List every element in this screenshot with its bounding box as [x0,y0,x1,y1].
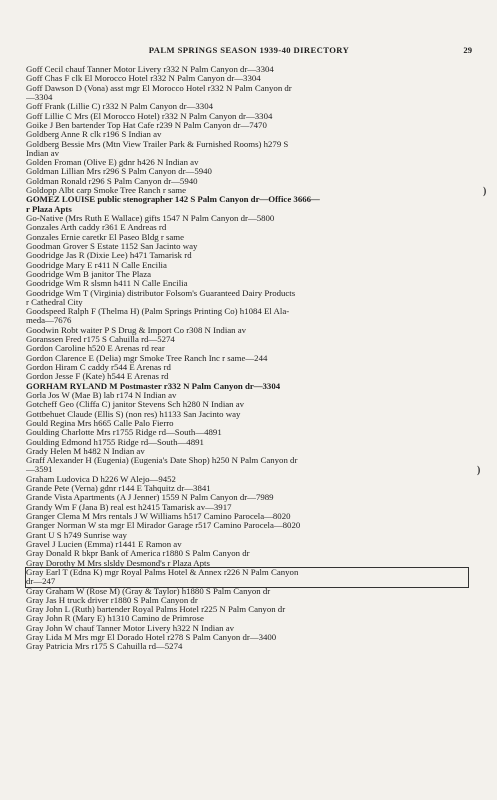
directory-entry [26,326,476,335]
directory-listing [26,65,476,652]
directory-entry [26,74,476,83]
directory-entry [26,372,476,381]
directory-entry [26,512,476,521]
directory-entry [26,261,476,270]
entry-text: Gray John L (Ruth) bartender Royal Palms Hotel r225 N Palm Canyon dr [26,605,286,615]
entry-text: Grady Helen M h482 N Indian av [26,446,145,456]
entry-text: Grande Pete (Verna) gdnr r144 E Tahquitz dr—3841 [26,484,211,494]
entry-text: Goodman Grover S Estate 1152 San Jacinto way [26,241,198,251]
directory-entry [26,289,476,308]
entry-text: Goff Lillie C Mrs (El Morocco Hotel) r332 N Palm Canyon dr—3304 [26,111,273,121]
directory-entry [26,503,476,512]
entry-continuation: r Cathedral City [26,296,83,307]
entry-text: Goff Cecil chauf Tanner Motor Livery r332 N Palm Canyon dr—3304 [26,65,274,74]
margin-mark: ) [477,465,481,476]
entry-text: GORHAM RYLAND M Postmaster r332 N Palm Canyon dr—3304 [26,381,281,391]
directory-entry [26,484,476,493]
directory-title: PALM SPRINGS SEASON 1939-40 DIRECTORY [148,45,350,55]
directory-entry [26,140,476,159]
directory-entry [26,121,476,130]
directory-entry [26,493,476,502]
directory-entry [26,242,476,251]
entry-text: Goodridge Jas R (Dixie Lee) h471 Tamarisk rd [26,251,192,261]
directory-entry [26,270,476,279]
directory-entry [26,559,476,568]
entry-text: Granger Clema M Mrs rentals J W Williams h517 Camino Parocela—8020 [26,512,291,521]
entry-continuation: r Plaza Apts [26,203,72,214]
directory-entry [26,233,476,242]
directory-entry [26,419,476,428]
entry-text: Gordon Hiram C caddy r544 E Arenas rd [26,363,171,372]
entry-continuation: Indian av [26,147,59,158]
entry-text: Goranssen Fred r175 S Cahuilla rd—5274 [26,335,175,345]
directory-entry [26,177,476,186]
highlighted-entry [26,568,468,587]
directory-entry [26,130,476,139]
entry-text: Gray John W chauf Tanner Motor Livery h322 N Indian av [26,623,235,633]
entry-text: Gorla Jos W (Mae B) lab r174 N Indian av [26,390,177,400]
entry-text: Gray John R (Mary E) h1310 Camino de Primrose [26,614,204,624]
directory-entry [26,633,476,642]
directory-entry [26,112,476,121]
entry-text: Goldman Lillian Mrs r296 S Palm Canyon dr—5940 [26,167,212,177]
entry-text: Go-Native (Mrs Ruth E Wallace) gifts 1547 N Palm Canyon dr—5800 [26,214,275,223]
entry-continuation: —3304 [26,91,53,102]
entry-text: Gordon Caroline h520 E Arenas rd rear [26,344,165,354]
entry-text: Goldopp Albt carp Smoke Tree Ranch r same [26,186,187,196]
directory-entry [26,223,476,232]
entry-text: Goff Dawson D (Vona) asst mgr El Morocco Hotel r332 N Palm Canyon dr [26,83,292,93]
directory-entry [26,605,476,614]
directory-entry [26,428,476,437]
directory-entry [26,167,476,176]
entry-text: Gould Regina Mrs h665 Calle Palo Fierro [26,418,174,428]
directory-entry [26,344,476,353]
entry-continuation: meda—7676 [26,315,72,326]
entry-text: Goulding Edmond h1755 Ridge rd—South—4891 [26,437,204,447]
directory-entry [26,186,476,195]
directory-entry [26,279,476,288]
entry-continuation: dr—247 [26,576,56,587]
directory-entry [26,540,476,549]
directory-entry [26,531,476,540]
directory-entry [26,614,476,623]
entry-text: GOMEZ LOUISE public stenographer 142 S Palm Canyon dr—Office 3666— [26,195,320,205]
directory-entry [26,456,476,475]
entry-text: Graham Ludovica D h226 W Alejo—9452 [26,474,176,484]
directory-entry [26,400,476,409]
entry-text: Gotcheff Geo (Cliffa C) janitor Stevens Sch h280 N Indian av [26,400,245,410]
entry-text: Gottbehuet Claude (Ellis S) (non res) h1133 San Jacinto way [26,409,241,419]
directory-entry [26,521,476,530]
entry-text: Goodridge Wm T (Virginia) distributor Folsom's Guaranteed Dairy Products [26,288,296,298]
entry-text: Gonzales Ernie caretkr El Paseo Bldg r same [26,232,185,242]
directory-entry [26,475,476,484]
directory-entry [26,307,476,326]
directory-entry [26,102,476,111]
entry-text: Gray Patricia Mrs r175 S Cahuilla rd—5274 [26,642,183,652]
entry-text: Goff Frank (Lillie C) r332 N Palm Canyon dr—3304 [26,102,213,112]
directory-entry [26,84,476,103]
directory-entry [26,438,476,447]
directory-entry [26,447,476,456]
directory-entry [26,354,476,363]
margin-mark: ) [483,186,487,197]
entry-text: Goldberg Bessie Mrs (Mtn View Trailer Park & Furnished Rooms) h279 S [26,139,289,149]
directory-entry [26,158,476,167]
entry-text: Gordon Clarence E (Delia) mgr Smoke Tree Ranch Inc r same—244 [26,353,268,363]
directory-entry [26,363,476,372]
entry-text: Goulding Charlotte Mrs r1755 Ridge rd—South—4891 [26,428,222,438]
entry-text: Goldberg Anne R clk r196 S Indian av [26,130,162,140]
entry-text: Gray Dorothy M Mrs slsldy Desmond's r Plaza Apts [26,558,210,568]
entry-text: Goldman Ronald r296 S Palm Canyon dr—5940 [26,176,198,186]
entry-text: Gray Donald R bkpr Bank of America r1880 S Palm Canyon dr [26,549,250,559]
page-header [26,45,472,59]
entry-text: Goodspeed Ralph F (Thelma H) (Palm Springs Printing Co) h1084 El Ala- [26,307,290,317]
entry-text: Goodridge Wm R slsmn h411 N Calle Encilia [26,279,188,289]
entry-text: Gray Earl T (Edna K) mgr Royal Palms Hotel & Annex r226 N Palm Canyon [26,567,299,577]
directory-entry [26,642,476,651]
entry-text: Goodwin Robt waiter P S Drug & Import Co r308 N Indian av [26,325,247,335]
directory-entry [26,624,476,633]
directory-entry [26,214,476,223]
directory-entry [26,587,476,596]
entry-text: Goff Chas F clk El Morocco Hotel r332 N Palm Canyon dr—3304 [26,74,261,84]
entry-continuation: —3591 [26,464,53,475]
directory-entry [26,410,476,419]
entry-text: Graff Alexander H (Eugenia) (Eugenia's Date Shop) h250 N Palm Canyon dr [26,456,298,466]
entry-text: Gray Jas H truck driver r1880 S Palm Canyon dr [26,595,198,605]
directory-entry [26,382,476,391]
entry-text: Gonzales Arth caddy r361 E Andreas rd [26,223,167,233]
page-number: 29 [463,45,472,55]
entry-text: Gray Graham W (Rose M) (Gray & Taylor) h1880 S Palm Canyon dr [26,586,271,596]
entry-text: Grant U S h749 Sunrise way [26,530,127,540]
entry-text: Grande Vista Apartments (A J Jenner) 1559 N Palm Canyon dr—7989 [26,493,274,503]
entry-text: Grandy Wm F (Jana B) real est h2415 Tamarisk av—3917 [26,502,232,512]
entry-text: Gray Lida M Mrs mgr El Dorado Hotel r278 S Palm Canyon dr—3400 [26,633,277,643]
directory-entry [26,195,476,214]
entry-text: Gordon Jesse F (Kate) h544 E Arenas rd [26,372,169,382]
directory-entry [26,65,476,74]
directory-entry [26,335,476,344]
directory-entry [26,596,476,605]
entry-text: Golden Froman (Olive E) gdnr h426 N Indian av [26,158,199,168]
entry-text: Goodridge Wm B janitor The Plaza [26,269,152,279]
directory-entry [26,391,476,400]
entry-text: Goodridge Mary E r411 N Calle Encilia [26,260,167,270]
entry-text: Granger Norman W sta mgr El Mirador Garage r517 Camino Parocela—8020 [26,521,301,531]
directory-entry [26,251,476,260]
entry-text: Goike J Ben bartender Top Hat Cafe r239 N Palm Canyon dr—7470 [26,120,267,130]
directory-entry [26,549,476,558]
entry-text: Gravel J Lucien (Emma) r1441 E Ramon av [26,539,182,549]
